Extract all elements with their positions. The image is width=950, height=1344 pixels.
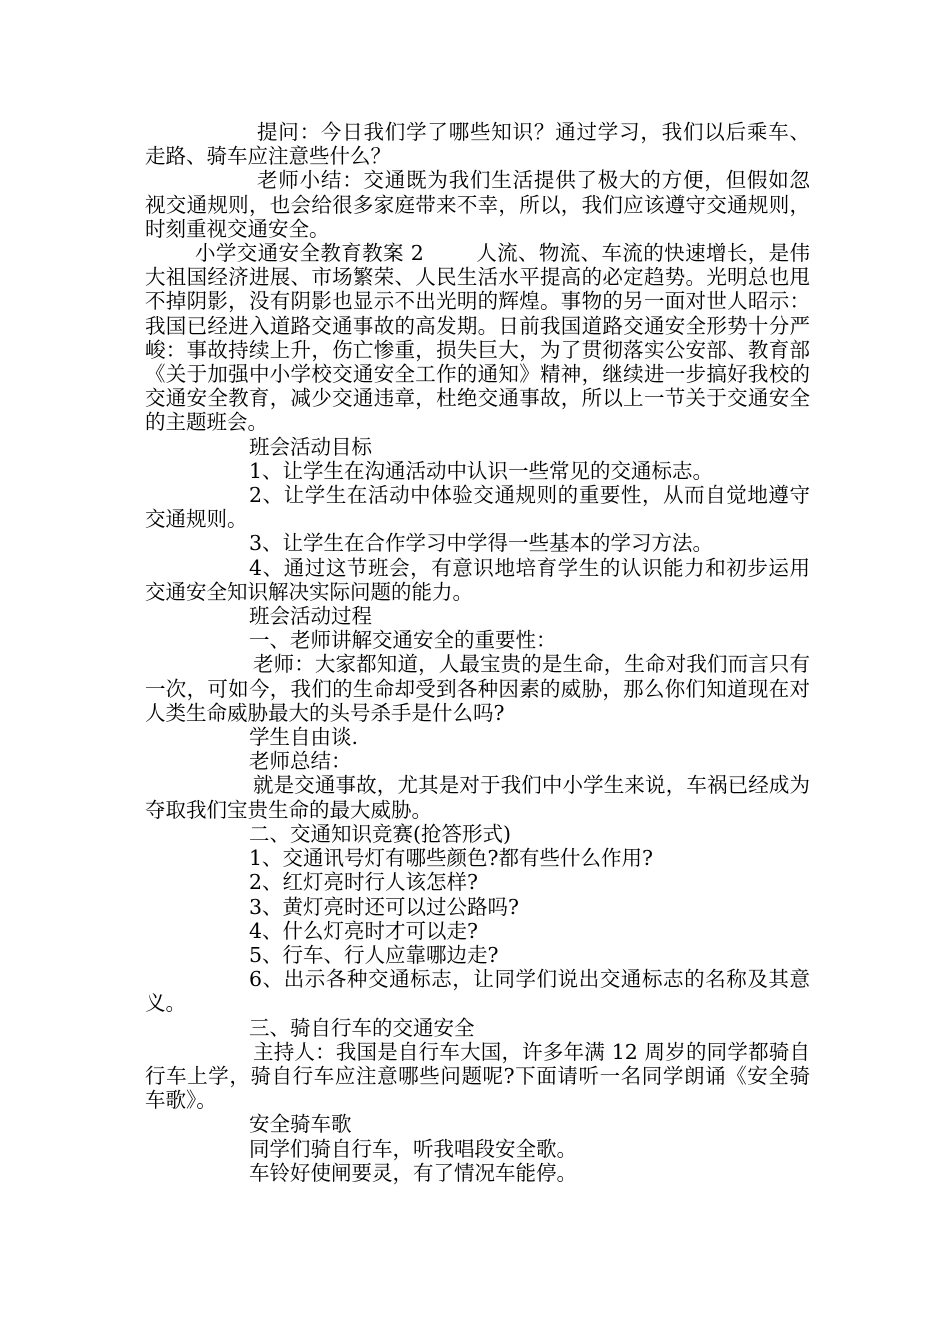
goal-item: 1、让学生在沟通活动中认识一些常见的交通标志。 — [249, 458, 714, 483]
quiz-question: 5、行车、行人应靠哪边走? — [249, 942, 499, 967]
intro-text: 人流、物流、车流的快速增长，是伟大祖国经济进展、市场繁荣、人民生活水平提高的必定趋势。光明总也甩不掉阴影，没有阴影也显示不出光明的辉煌。事物的另一面对世人昭示：我国已经进入道路交通事故的高发期。日前我国道路交通安全形势十分严峻：事故持续上升，伤亡惨重，损失巨大，为了贯彻落实公安部、教育部《关于加强中小学校交通安全工作的通知》精神，继续进一步搞好我校的交通安全教育，减少交通违章，杜绝交通事故，所以上一节关于交通安全的主题班会。 — [145, 241, 810, 435]
lesson-title: 小学交通安全教育教案 2 — [195, 241, 424, 266]
quiz-question: 1、交通讯号灯有哪些颜色?都有些什么作用? — [249, 846, 654, 871]
quiz-question: 3、黄灯亮时还可以过公路吗? — [249, 894, 520, 919]
document-page — [145, 120, 810, 1185]
teacher-conclude: 老师总结： — [249, 749, 352, 774]
quiz-question: 4、什么灯亮时才可以走? — [249, 918, 479, 943]
section-heading: 一、老师讲解交通安全的重要性： — [249, 628, 557, 653]
section-heading: 二、交通知识竞赛(抢答形式) — [249, 821, 511, 846]
conclusion-paragraph: 就是交通事故，尤其是对于我们中小学生来说，车祸已经成为夺取我们宝贵生命的最大威胁。 — [145, 773, 810, 822]
lesson-intro-paragraph — [145, 241, 810, 435]
teacher-summary-paragraph: 老师小结：交通既为我们生活提供了极大的方便，但假如忽视交通规则，也会给很多家庭带来不幸，所以，我们应该遵守交通规则，时刻重视交通安全。 — [145, 168, 810, 241]
song-line: 车铃好使闸要灵，有了情况车能停。 — [249, 1160, 577, 1185]
goals-heading: 班会活动目标 — [249, 434, 372, 459]
quiz-question: 6、出示各种交通标志，让同学们说出交通标志的名称及其意义。 — [145, 967, 810, 1016]
goal-item: 2、让学生在活动中体验交通规则的重要性，从而自觉地遵守交通规则。 — [145, 483, 810, 532]
teacher-talk-paragraph: 老师：大家都知道，人最宝贵的是生命，生命对我们而言只有一次，可如今，我们的生命却受到各种因素的威胁，那么你们知道现在对人类生命威胁最大的头号杀手是什么吗? — [145, 652, 810, 725]
quiz-question: 2、红灯亮时行人该怎样? — [249, 870, 479, 895]
process-heading: 班会活动过程 — [249, 604, 372, 629]
goal-item: 3、让学生在合作学习中学得一些基本的学习方法。 — [249, 531, 714, 556]
question-paragraph: 提问：今日我们学了哪些知识？通过学习，我们以后乘车、走路、骑车应注意些什么？ — [145, 120, 810, 169]
song-title: 安全骑车歌 — [249, 1112, 352, 1137]
section-heading: 三、骑自行车的交通安全 — [249, 1015, 475, 1040]
students-talk: 学生自由谈. — [249, 725, 359, 750]
song-line: 同学们骑自行车，听我唱段安全歌。 — [249, 1136, 577, 1161]
goal-item: 4、通过这节班会，有意识地培育学生的认识能力和初步运用交通安全知识解决实际问题的能力。 — [145, 555, 810, 604]
host-paragraph: 主持人：我国是自行车大国，许多年满 12 周岁的同学都骑自行车上学，骑自行车应注意哪些问题呢?下面请听一名同学朗诵《安全骑车歌》。 — [145, 1039, 810, 1113]
